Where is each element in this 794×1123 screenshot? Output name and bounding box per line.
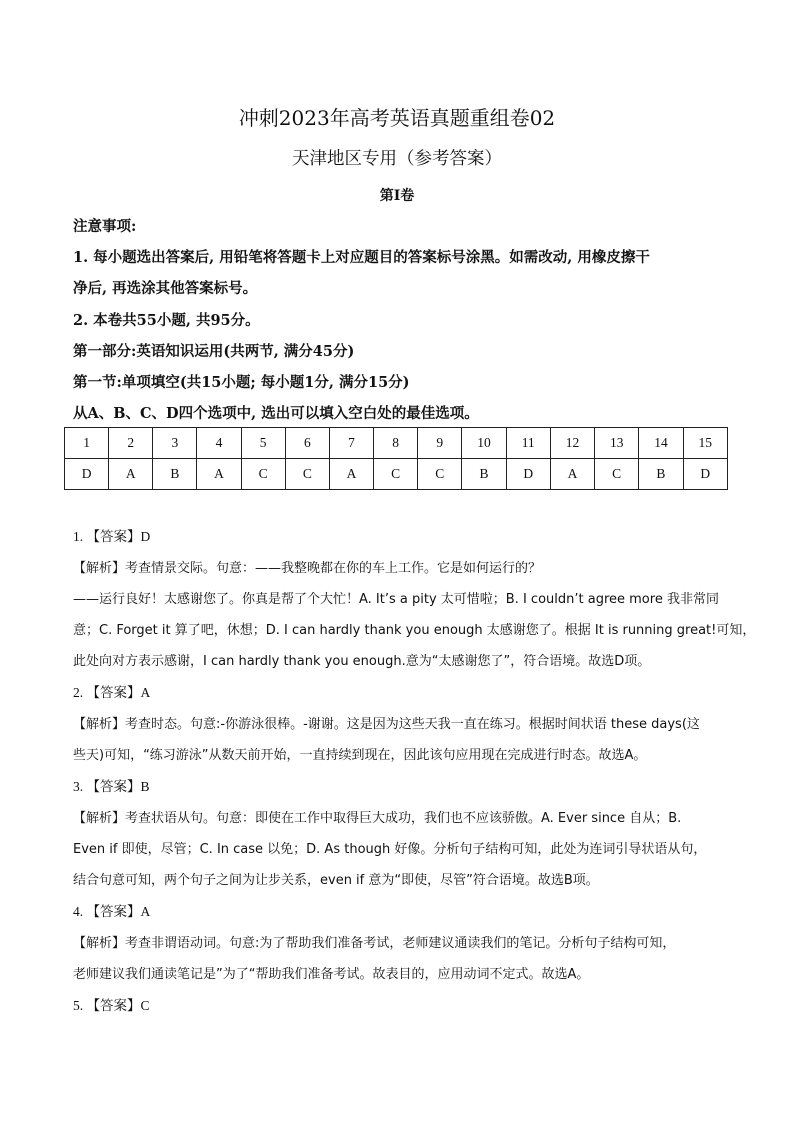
instruction-text: 从A、B、C、D四个选项中, 选出可以填入空白处的最佳选项。 <box>73 405 479 422</box>
answer-cell: D <box>506 459 550 490</box>
page-subtitle: 天津地区专用（参考答案） <box>292 149 502 169</box>
question-number: 13 <box>595 428 639 459</box>
explanation-line: ——运行良好！太感谢您了。你真是帮了个大忙！A. It’s a pity 太可惜啦；B. I couldn’t agree more 我非常同 <box>73 592 719 607</box>
explanation-line: 老师建议我们通读笔记是”为了“帮助我们准备考试。故表目的，应用动词不定式。故选A。 <box>73 967 590 982</box>
question-number: 8 <box>374 428 418 459</box>
question-number: 9 <box>418 428 462 459</box>
page-title: 冲刺2023年高考英语真题重组卷02 <box>238 106 556 130</box>
answer-cell: B <box>639 459 683 490</box>
explanation-line: 此处向对方表示感谢，I can hardly thank you enough.意为“太感谢您了”，符合语境。故选D项。 <box>73 654 651 669</box>
question-number: 10 <box>462 428 506 459</box>
notes-item-1-line-1: 1. 每小题选出答案后, 用铅笔将答题卡上对应题目的答案标号涂黑。如需改动, 用橡皮擦干 <box>73 249 650 266</box>
explanation-line: 些天)可知，“练习游泳”从数天前开始，一直持续到现在，因此该句应用现在完成进行时态。故选A。 <box>73 748 647 763</box>
question-number: 4 <box>197 428 241 459</box>
answer-cell: C <box>595 459 639 490</box>
question-number: 2 <box>109 428 153 459</box>
explanation-line: 【解析】考查情景交际。句意：——我整晚都在你的车上工作。它是如何运行的？ <box>73 561 542 576</box>
explanation-line: 【解析】考查非谓语动词。句意:为了帮助我们准备考试，老师建议通读我们的笔记。分析句子结构可知， <box>73 936 676 951</box>
explanation-line: 意；C. Forget it 算了吧，休想；D. I can hardly thank you enough 太感谢您了。根据 It is running great!可知， <box>73 623 756 638</box>
question-number: 3 <box>153 428 197 459</box>
answer-label: 5. 【答案】C <box>73 998 150 1013</box>
question-number: 11 <box>506 428 550 459</box>
explanation-line: 【解析】考查状语从句。句意：即使在工作中取得巨大成功，我们也不应该骄傲。A. Ever since 自从；B. <box>73 811 682 826</box>
answer-cell: C <box>285 459 329 490</box>
answer-table <box>64 427 728 490</box>
explanation-line: Even if 即使，尽管；C. In case 以免；D. As though 好像。分析句子结构可知，此处为连词引导状语从句， <box>73 842 707 857</box>
answer-label: 3. 【答案】B <box>73 779 150 794</box>
answer-cell: C <box>241 459 285 490</box>
part-1-heading: 第一部分:英语知识运用(共两节, 满分45分) <box>73 343 355 360</box>
answer-cell: C <box>374 459 418 490</box>
answer-row <box>65 459 728 490</box>
notes-heading: 注意事项: <box>73 218 137 235</box>
question-number: 5 <box>241 428 285 459</box>
answer-cell: A <box>109 459 153 490</box>
answer-cell: D <box>683 459 727 490</box>
answer-label: 2. 【答案】A <box>73 685 151 700</box>
volume-label: 第I卷 <box>379 188 415 204</box>
question-number: 7 <box>329 428 373 459</box>
notes-item-2: 2. 本卷共55小题, 共95分。 <box>73 312 260 329</box>
answer-cell: A <box>197 459 241 490</box>
answer-cell: D <box>65 459 109 490</box>
section-1-heading: 第一节:单项填空(共15小题; 每小题1分, 满分15分) <box>73 374 410 391</box>
explanation-line: 结合句意可知，两个句子之间为让步关系，even if 意为“即使，尽管”符合语境。故选B项。 <box>73 873 599 888</box>
question-number: 6 <box>285 428 329 459</box>
question-number-row <box>65 428 728 459</box>
answer-cell: A <box>550 459 594 490</box>
explanation-line: 【解析】考查时态。句意:-你游泳很棒。-谢谢。这是因为这些天我一直在练习。根据时间状语 these days(这 <box>73 717 700 732</box>
answer-label: 4. 【答案】A <box>73 904 151 919</box>
question-number: 1 <box>65 428 109 459</box>
answer-cell: B <box>462 459 506 490</box>
question-number: 12 <box>550 428 594 459</box>
notes-item-1-line-2: 净后, 再选涂其他答案标号。 <box>73 280 258 297</box>
answer-cell: B <box>153 459 197 490</box>
answer-cell: C <box>418 459 462 490</box>
question-number: 15 <box>683 428 727 459</box>
answer-cell: A <box>329 459 373 490</box>
question-number: 14 <box>639 428 683 459</box>
answer-label: 1. 【答案】D <box>73 529 151 544</box>
